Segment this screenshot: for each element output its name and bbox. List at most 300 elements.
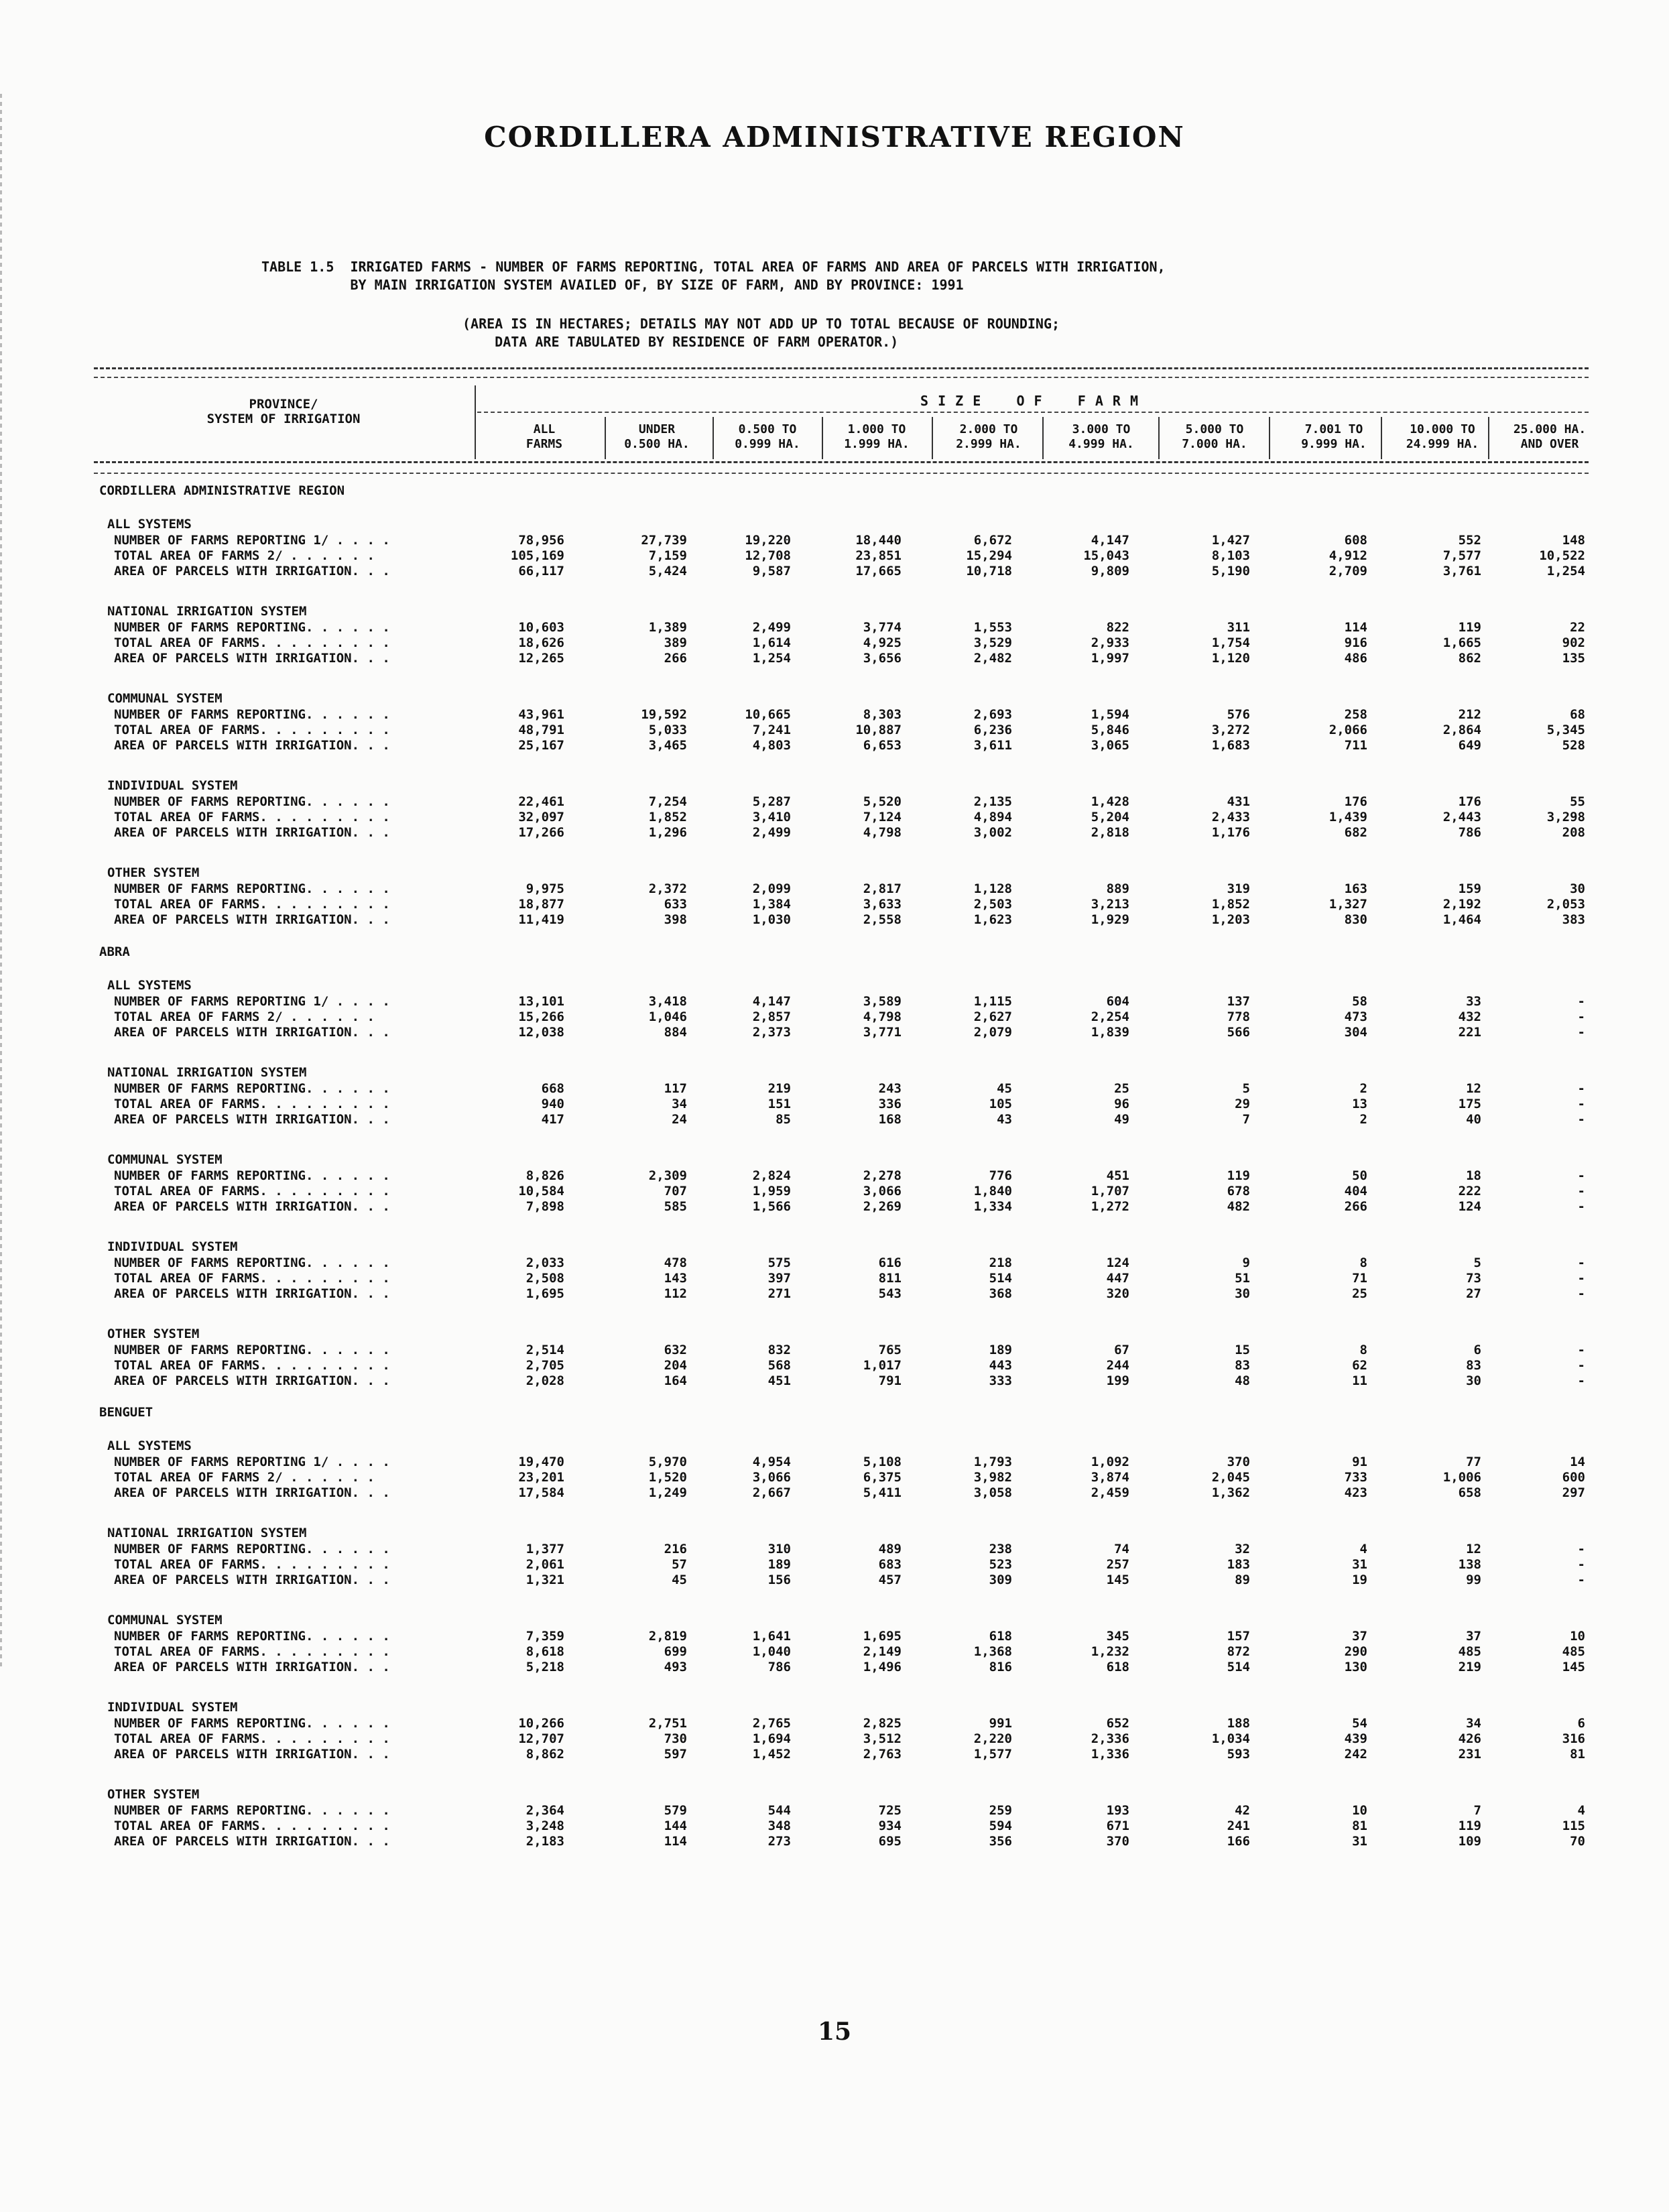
column-header xyxy=(1161,422,1268,452)
table-cell: 683 xyxy=(878,1557,902,1572)
row-label: TOTAL AREA OF FARMS. . . . . . . . . xyxy=(114,1819,390,1833)
table-cell: 682 xyxy=(1344,825,1367,840)
table-cell: 5,970 xyxy=(648,1455,687,1469)
table-cell: 37 xyxy=(1466,1629,1481,1644)
system-heading: NATIONAL IRRIGATION SYSTEM xyxy=(107,604,307,619)
table-cell: 862 xyxy=(1458,651,1481,666)
table-cell: 1,030 xyxy=(752,912,791,927)
table-cell: 8,618 xyxy=(526,1644,564,1659)
table-cell: 40 xyxy=(1466,1112,1481,1127)
table-cell: 3,589 xyxy=(863,994,902,1009)
table-cell: 66,117 xyxy=(518,564,564,578)
column-header xyxy=(1496,422,1603,452)
table-cell: 32,097 xyxy=(518,810,564,824)
table-cell: - xyxy=(1577,1573,1585,1587)
table-cell: 3,529 xyxy=(973,635,1012,650)
table-cell: 397 xyxy=(767,1271,791,1286)
column-header-line: 2.999 HA. xyxy=(956,437,1022,451)
table-cell: 832 xyxy=(767,1343,791,1357)
table-cell: 62 xyxy=(1352,1358,1367,1373)
row-label: AREA OF PARCELS WITH IRRIGATION. . . xyxy=(114,1485,390,1500)
table-cell: 137 xyxy=(1227,994,1250,1009)
table-cell: - xyxy=(1577,1081,1585,1096)
row-label: TOTAL AREA OF FARMS. . . . . . . . . xyxy=(114,810,390,824)
table-cell: - xyxy=(1577,1168,1585,1183)
table-cell: 7,359 xyxy=(526,1629,564,1644)
table-cell: 27,739 xyxy=(641,533,687,548)
row-label: AREA OF PARCELS WITH IRRIGATION. . . xyxy=(114,1373,390,1388)
table-cell: 17,665 xyxy=(855,564,902,578)
row-label: TOTAL AREA OF FARMS 2/ . . . . . . xyxy=(114,1009,375,1024)
table-cell: 42 xyxy=(1235,1803,1250,1818)
row-label: AREA OF PARCELS WITH IRRIGATION. . . xyxy=(114,651,390,666)
table-cell: 18 xyxy=(1466,1168,1481,1183)
table-cell: 1,128 xyxy=(973,881,1012,896)
table-cell: 431 xyxy=(1227,794,1250,809)
table-cell: 699 xyxy=(664,1644,687,1659)
table-cell: 3,272 xyxy=(1211,723,1250,737)
table-cell: 594 xyxy=(989,1819,1012,1833)
table-cell: 4,894 xyxy=(973,810,1012,824)
table-cell: 432 xyxy=(1458,1009,1481,1024)
table-cell: 593 xyxy=(1227,1747,1250,1762)
table-cell: 2,033 xyxy=(526,1255,564,1270)
table-cell: 991 xyxy=(989,1716,1012,1731)
table-cell: 872 xyxy=(1227,1644,1250,1659)
table-cell: 119 xyxy=(1227,1168,1250,1183)
table-cell: 2,028 xyxy=(526,1373,564,1388)
table-note xyxy=(462,315,1060,351)
table-cell: 2,499 xyxy=(752,825,791,840)
column-header xyxy=(491,422,598,452)
province-heading: BENGUET xyxy=(99,1405,153,1420)
table-cell: 3,656 xyxy=(863,651,902,666)
table-cell: 212 xyxy=(1458,707,1481,722)
table-cell: 443 xyxy=(989,1358,1012,1373)
table-cell: 10 xyxy=(1352,1803,1367,1818)
table-cell: 30 xyxy=(1235,1286,1250,1301)
table-cell: 145 xyxy=(1106,1573,1129,1587)
table-cell: 89 xyxy=(1235,1573,1250,1587)
row-label: TOTAL AREA OF FARMS. . . . . . . . . xyxy=(114,897,390,912)
table-cell: 49 xyxy=(1114,1112,1129,1127)
row-label: AREA OF PARCELS WITH IRRIGATION. . . xyxy=(114,1025,390,1040)
header-bottom-rule-2 xyxy=(94,473,1589,474)
table-cell: 2,099 xyxy=(752,881,791,896)
row-label: TOTAL AREA OF FARMS 2/ . . . . . . xyxy=(114,548,375,563)
table-cell: - xyxy=(1577,1271,1585,1286)
table-cell: 10,718 xyxy=(966,564,1012,578)
table-cell: 5,190 xyxy=(1211,564,1250,578)
table-cell: 9,975 xyxy=(526,881,564,896)
row-label: AREA OF PARCELS WITH IRRIGATION. . . xyxy=(114,1286,390,1301)
table-cell: 1,959 xyxy=(752,1184,791,1199)
system-heading: NATIONAL IRRIGATION SYSTEM xyxy=(107,1065,307,1080)
table-cell: 6 xyxy=(1577,1716,1585,1731)
table-cell: 85 xyxy=(776,1112,791,1127)
table-cell: 12 xyxy=(1466,1542,1481,1556)
row-label: NUMBER OF FARMS REPORTING. . . . . . xyxy=(114,1081,390,1096)
table-cell: 1,427 xyxy=(1211,533,1250,548)
column-header-line: 7.000 HA. xyxy=(1182,437,1247,451)
table-cell: 193 xyxy=(1106,1803,1129,1818)
table-cell: 23,201 xyxy=(518,1470,564,1485)
table-cell: 25,167 xyxy=(518,738,564,753)
table-cell: 168 xyxy=(878,1112,902,1127)
table-cell: 30 xyxy=(1570,881,1585,896)
table-cell: 45 xyxy=(997,1081,1012,1096)
table-cell: 1,997 xyxy=(1091,651,1129,666)
table-cell: 2,254 xyxy=(1091,1009,1129,1024)
table-cell: 2,765 xyxy=(752,1716,791,1731)
table-cell: 889 xyxy=(1106,881,1129,896)
table-cell: 7 xyxy=(1473,1803,1481,1818)
table-cell: 6,653 xyxy=(863,738,902,753)
table-cell: 219 xyxy=(1458,1660,1481,1674)
table-cell: 2,045 xyxy=(1211,1470,1250,1485)
row-label: TOTAL AREA OF FARMS. . . . . . . . . xyxy=(114,723,390,737)
table-cell: 2,627 xyxy=(973,1009,1012,1024)
table-cell: 208 xyxy=(1562,825,1585,840)
system-heading: OTHER SYSTEM xyxy=(107,1327,200,1341)
table-cell: 15,266 xyxy=(518,1009,564,1024)
table-cell: 14 xyxy=(1570,1455,1585,1469)
table-cell: - xyxy=(1577,994,1585,1009)
table-cell: 649 xyxy=(1458,738,1481,753)
row-label: AREA OF PARCELS WITH IRRIGATION. . . xyxy=(114,1573,390,1587)
row-label: TOTAL AREA OF FARMS. . . . . . . . . xyxy=(114,1271,390,1286)
table-cell: 1,321 xyxy=(526,1573,564,1587)
table-cell: 119 xyxy=(1458,620,1481,635)
stub-header xyxy=(99,397,468,426)
table-cell: 34 xyxy=(672,1097,687,1111)
table-cell: 1,254 xyxy=(1546,564,1585,578)
table-cell: 151 xyxy=(767,1097,791,1111)
system-heading: INDIVIDUAL SYSTEM xyxy=(107,1700,238,1715)
table-cell: 5 xyxy=(1242,1081,1250,1096)
row-label: NUMBER OF FARMS REPORTING. . . . . . xyxy=(114,1168,390,1183)
table-cell: 25 xyxy=(1114,1081,1129,1096)
table-cell: 765 xyxy=(878,1343,902,1357)
table-cell: 2,503 xyxy=(973,897,1012,912)
system-heading: INDIVIDUAL SYSTEM xyxy=(107,1239,238,1254)
table-cell: 543 xyxy=(878,1286,902,1301)
table-cell: 244 xyxy=(1106,1358,1129,1373)
table-cell: 4 xyxy=(1359,1542,1367,1556)
table-cell: - xyxy=(1577,1097,1585,1111)
table-cell: 15,043 xyxy=(1083,548,1129,563)
table-cell: 31 xyxy=(1352,1557,1367,1572)
table-cell: 109 xyxy=(1458,1834,1481,1849)
table-cell: 7,241 xyxy=(752,723,791,737)
table-cell: 575 xyxy=(767,1255,791,1270)
table-cell: 348 xyxy=(767,1819,791,1833)
table-cell: 4 xyxy=(1577,1803,1585,1818)
table-cell: 216 xyxy=(664,1542,687,1556)
table-cell: 1,249 xyxy=(648,1485,687,1500)
province-heading: CORDILLERA ADMINISTRATIVE REGION xyxy=(99,483,345,498)
table-cell: 9 xyxy=(1242,1255,1250,1270)
table-cell: 2,825 xyxy=(863,1716,902,1731)
table-cell: 4,798 xyxy=(863,1009,902,1024)
table-cell: 6,236 xyxy=(973,723,1012,737)
table-cell: 1,839 xyxy=(1091,1025,1129,1040)
table-cell: 23,851 xyxy=(855,548,902,563)
table-cell: 482 xyxy=(1227,1199,1250,1214)
row-label: AREA OF PARCELS WITH IRRIGATION. . . xyxy=(114,1199,390,1214)
table-cell: 1,203 xyxy=(1211,912,1250,927)
column-divider xyxy=(713,417,714,459)
system-heading: ALL SYSTEMS xyxy=(107,517,192,532)
table-cell: 297 xyxy=(1562,1485,1585,1500)
table-cell: 19,470 xyxy=(518,1455,564,1469)
table-cell: 1,852 xyxy=(648,810,687,824)
header-top-rule-2 xyxy=(94,377,1589,378)
table-cell: 4,798 xyxy=(863,825,902,840)
table-cell: 2,220 xyxy=(973,1731,1012,1746)
table-cell: 597 xyxy=(664,1747,687,1762)
table-cell: 2,373 xyxy=(752,1025,791,1040)
table-cell: 1,665 xyxy=(1442,635,1481,650)
table-cell: 4,147 xyxy=(1091,533,1129,548)
table-cell: 730 xyxy=(664,1731,687,1746)
table-cell: 243 xyxy=(878,1081,902,1096)
table-cell: 2,819 xyxy=(648,1629,687,1644)
table-cell: 3,410 xyxy=(752,810,791,824)
table-cell: 447 xyxy=(1106,1271,1129,1286)
table-cell: 3,774 xyxy=(863,620,902,635)
table-cell: 1,272 xyxy=(1091,1199,1129,1214)
table-cell: 1,464 xyxy=(1442,912,1481,927)
table-cell: 22,461 xyxy=(518,794,564,809)
table-cell: 1,232 xyxy=(1091,1644,1129,1659)
column-header xyxy=(935,422,1042,452)
table-cell: 3,512 xyxy=(863,1731,902,1746)
row-label: NUMBER OF FARMS REPORTING. . . . . . xyxy=(114,1716,390,1731)
row-label: TOTAL AREA OF FARMS 2/ . . . . . . xyxy=(114,1470,375,1485)
table-cell: 1,120 xyxy=(1211,651,1250,666)
table-cell: 3,002 xyxy=(973,825,1012,840)
table-cell: 5,033 xyxy=(648,723,687,737)
table-cell: 105 xyxy=(989,1097,1012,1111)
table-cell: 204 xyxy=(664,1358,687,1373)
table-cell: 12,708 xyxy=(745,548,791,563)
table-cell: 485 xyxy=(1458,1644,1481,1659)
table-cell: 7 xyxy=(1242,1112,1250,1127)
row-label: AREA OF PARCELS WITH IRRIGATION. . . xyxy=(114,1834,390,1849)
table-cell: 2,482 xyxy=(973,651,1012,666)
table-cell: 19 xyxy=(1352,1573,1367,1587)
column-header-line: 9.999 HA. xyxy=(1301,437,1367,451)
table-cell: 2,149 xyxy=(863,1644,902,1659)
table-cell: 3,874 xyxy=(1091,1470,1129,1485)
table-cell: 2,933 xyxy=(1091,635,1129,650)
table-cell: 10,887 xyxy=(855,723,902,737)
table-cell: 457 xyxy=(878,1573,902,1587)
table-cell: 1,336 xyxy=(1091,1747,1129,1762)
column-header-line: ALL xyxy=(533,422,556,436)
table-cell: 105,169 xyxy=(510,548,564,563)
table-cell: 12 xyxy=(1466,1081,1481,1096)
column-divider xyxy=(1381,417,1382,459)
table-cell: 6 xyxy=(1473,1343,1481,1357)
table-cell: 163 xyxy=(1344,881,1367,896)
row-label: NUMBER OF FARMS REPORTING. . . . . . xyxy=(114,620,390,635)
system-heading: INDIVIDUAL SYSTEM xyxy=(107,778,238,793)
table-cell: 5,204 xyxy=(1091,810,1129,824)
table-cell: 1,929 xyxy=(1091,912,1129,927)
table-cell: 188 xyxy=(1227,1716,1250,1731)
row-label: TOTAL AREA OF FARMS. . . . . . . . . xyxy=(114,635,390,650)
table-cell: 3,213 xyxy=(1091,897,1129,912)
table-cell: 238 xyxy=(989,1542,1012,1556)
table-cell: 1,852 xyxy=(1211,897,1250,912)
table-cell: 33 xyxy=(1466,994,1481,1009)
table-cell: 15 xyxy=(1235,1343,1250,1357)
table-cell: - xyxy=(1577,1343,1585,1357)
row-label: NUMBER OF FARMS REPORTING. . . . . . xyxy=(114,1255,390,1270)
table-cell: 618 xyxy=(1106,1660,1129,1674)
system-heading: OTHER SYSTEM xyxy=(107,1787,200,1802)
table-cell: 1,334 xyxy=(973,1199,1012,1214)
table-cell: 2,372 xyxy=(648,881,687,896)
table-cell: 258 xyxy=(1344,707,1367,722)
table-cell: 12,707 xyxy=(518,1731,564,1746)
table-cell: 50 xyxy=(1352,1168,1367,1183)
row-label: AREA OF PARCELS WITH IRRIGATION. . . xyxy=(114,1112,390,1127)
table-cell: 2,667 xyxy=(752,1485,791,1500)
table-cell: 1,254 xyxy=(752,651,791,666)
table-cell: 24 xyxy=(672,1112,687,1127)
table-cell: 1,594 xyxy=(1091,707,1129,722)
table-cell: 356 xyxy=(989,1834,1012,1849)
table-cell: 145 xyxy=(1562,1660,1585,1674)
row-label: TOTAL AREA OF FARMS. . . . . . . . . xyxy=(114,1731,390,1746)
table-cell: 1,006 xyxy=(1442,1470,1481,1485)
table-cell: 3,065 xyxy=(1091,738,1129,753)
table-cell: - xyxy=(1577,1112,1585,1127)
table-cell: 91 xyxy=(1352,1455,1367,1469)
column-header-line: 0.500 HA. xyxy=(624,437,690,451)
system-heading: NATIONAL IRRIGATION SYSTEM xyxy=(107,1526,307,1540)
table-cell: 417 xyxy=(541,1112,564,1127)
table-cell: 117 xyxy=(664,1081,687,1096)
table-cell: 159 xyxy=(1458,881,1481,896)
table-cell: 144 xyxy=(664,1819,687,1833)
table-cell: 1,707 xyxy=(1091,1184,1129,1199)
table-cell: 1,553 xyxy=(973,620,1012,635)
table-cell: 2,693 xyxy=(973,707,1012,722)
table-cell: 3,761 xyxy=(1442,564,1481,578)
table-cell: 54 xyxy=(1352,1716,1367,1731)
row-label: NUMBER OF FARMS REPORTING. . . . . . xyxy=(114,1343,390,1357)
table-cell: 1,389 xyxy=(648,620,687,635)
header-top-rule xyxy=(94,367,1589,369)
table-cell: 902 xyxy=(1562,635,1585,650)
table-cell: 1,694 xyxy=(752,1731,791,1746)
table-cell: 124 xyxy=(1458,1199,1481,1214)
table-cell: 130 xyxy=(1344,1660,1367,1674)
table-cell: 3,465 xyxy=(648,738,687,753)
table-cell: 1,327 xyxy=(1328,897,1367,912)
table-cell: 1,092 xyxy=(1091,1455,1129,1469)
size-of-farm-header: S I Z E O F F A R M xyxy=(920,393,1139,409)
table-cell: 940 xyxy=(541,1097,564,1111)
table-cell: 74 xyxy=(1114,1542,1129,1556)
table-cell: 632 xyxy=(664,1343,687,1357)
table-cell: 652 xyxy=(1106,1716,1129,1731)
table-cell: 266 xyxy=(664,651,687,666)
table-cell: 2,336 xyxy=(1091,1731,1129,1746)
column-header-line: 25.000 HA. xyxy=(1513,422,1587,436)
column-header xyxy=(1280,422,1387,452)
row-label: TOTAL AREA OF FARMS. . . . . . . . . xyxy=(114,1644,390,1659)
table-cell: 778 xyxy=(1227,1009,1250,1024)
table-cell: 12,038 xyxy=(518,1025,564,1040)
note-line: DATA ARE TABULATED BY RESIDENCE OF FARM OPERATOR.) xyxy=(462,334,899,350)
table-cell: 27 xyxy=(1466,1286,1481,1301)
table-cell: 48 xyxy=(1235,1373,1250,1388)
table-cell: 58 xyxy=(1352,994,1367,1009)
table-cell: 658 xyxy=(1458,1485,1481,1500)
row-label: AREA OF PARCELS WITH IRRIGATION. . . xyxy=(114,738,390,753)
table-cell: 2,499 xyxy=(752,620,791,635)
table-cell: 114 xyxy=(664,1834,687,1849)
table-cell: 7,124 xyxy=(863,810,902,824)
table-cell: 221 xyxy=(1458,1025,1481,1040)
table-cell: 1,368 xyxy=(973,1644,1012,1659)
table-cell: 241 xyxy=(1227,1819,1250,1833)
row-label: NUMBER OF FARMS REPORTING. . . . . . xyxy=(114,794,390,809)
table-cell: 3,066 xyxy=(752,1470,791,1485)
table-cell: 786 xyxy=(1458,825,1481,840)
table-cell: 514 xyxy=(989,1271,1012,1286)
row-label: NUMBER OF FARMS REPORTING. . . . . . xyxy=(114,1542,390,1556)
column-header xyxy=(823,422,930,452)
table-cell: 1,623 xyxy=(973,912,1012,927)
table-cell: 368 xyxy=(989,1286,1012,1301)
table-cell: 776 xyxy=(989,1168,1012,1183)
table-cell: 5,108 xyxy=(863,1455,902,1469)
table-cell: 2,751 xyxy=(648,1716,687,1731)
table-cell: 1,683 xyxy=(1211,738,1250,753)
column-header-line: 7.001 TO xyxy=(1304,422,1363,436)
table-cell: 6,375 xyxy=(863,1470,902,1485)
table-cell: 2,818 xyxy=(1091,825,1129,840)
table-cell: 32 xyxy=(1235,1542,1250,1556)
table-cell: 1,017 xyxy=(863,1358,902,1373)
province-heading: ABRA xyxy=(99,944,130,959)
table-cell: 1,452 xyxy=(752,1747,791,1762)
table-cell: 1,566 xyxy=(752,1199,791,1214)
table-cell: 544 xyxy=(767,1803,791,1818)
table-cell: 5 xyxy=(1473,1255,1481,1270)
table-cell: 4,925 xyxy=(863,635,902,650)
table-cell: 11,419 xyxy=(518,912,564,927)
table-cell: 1,046 xyxy=(648,1009,687,1024)
table-cell: 485 xyxy=(1562,1644,1585,1659)
table-cell: 816 xyxy=(989,1660,1012,1674)
table-cell: 119 xyxy=(1458,1819,1481,1833)
table-cell: 78,956 xyxy=(518,533,564,548)
table-cell: 311 xyxy=(1227,620,1250,635)
row-label: TOTAL AREA OF FARMS. . . . . . . . . xyxy=(114,1358,390,1373)
table-cell: 10,665 xyxy=(745,707,791,722)
table-cell: 37 xyxy=(1352,1629,1367,1644)
table-cell: 175 xyxy=(1458,1097,1481,1111)
table-cell: 1,496 xyxy=(863,1660,902,1674)
table-cell: 426 xyxy=(1458,1731,1481,1746)
